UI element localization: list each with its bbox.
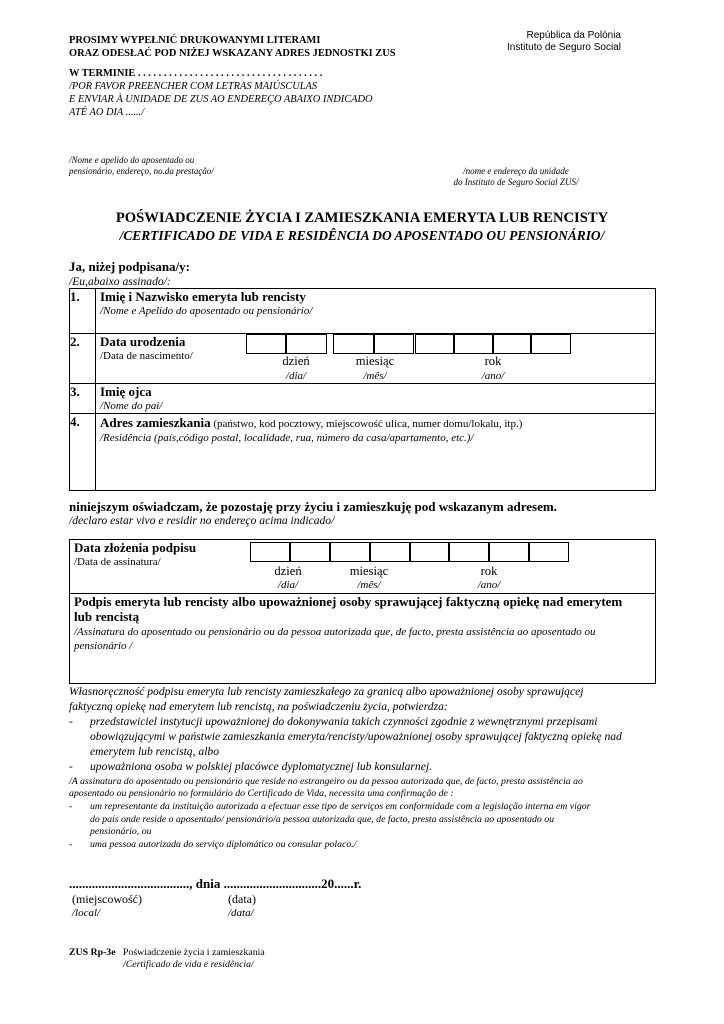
birth-day-digit-1[interactable] — [246, 334, 286, 354]
sign-day-digit-2[interactable] — [290, 542, 330, 562]
declaration-text: niniejszym oświadczam, że pozostaję przy życiu i zamieszkuję pod wskazanym adresem. — [69, 499, 557, 514]
row-number: 3. — [70, 384, 96, 414]
row-subtitle: /Nome e Apelido do aposentado ou pensionário/ — [99, 305, 313, 317]
note-pt-intro-2: aposentado ou pensionário no formulário do Certificado de Vida, necessita uma confirmação de : — [69, 788, 454, 799]
republic-label — [507, 30, 621, 54]
note-pl-b1-1: przedstawiciel instytucji upoważnionej do dokonywania takich czynności zgodnie z wewnętrznymi przepisami — [90, 715, 598, 728]
month-label-pt: /mês/ — [363, 370, 387, 382]
sender-address-label — [69, 155, 214, 177]
note-pt-intro-1: /A assinatura do aposentado ou pensionário que reside no estrangeiro ou da pessoa autorizada que, de facto, presta assistência ao — [69, 776, 583, 787]
document-title: POŚWIADCZENIE ŻYCIA I ZAMIESZKANIA EMERYTA LUB RENCISTY — [115, 210, 609, 226]
row-father-name[interactable] — [70, 384, 656, 414]
note-pt-dash-2: - — [69, 839, 73, 850]
year-label: rok — [484, 354, 502, 368]
note-pt-b1-1: um representante da instituição autorizada a efectuar esse tipo de serviços em conformidade com a legislação interna em vigor — [90, 801, 591, 812]
zus-unit-address-label — [446, 166, 586, 188]
sign-year-digit-4[interactable] — [529, 542, 569, 562]
declaration-text-pt: /declaro estar vivo e residir no endereço acima indicado/ — [69, 514, 335, 527]
sign-year-digit-1[interactable] — [410, 542, 449, 562]
footer-line-1: Poświadczenie życia i zamieszkania — [123, 947, 265, 958]
intro-label: Ja, niżej podpisana/y: — [69, 259, 190, 274]
intro-label-pt: /Eu,abaixo assinado/: — [69, 275, 171, 288]
header-line-1: PROSIMY WYPEŁNIĆ DRUKOWANYMI LITERAMI — [69, 35, 321, 46]
birth-day-digit-2[interactable] — [286, 334, 327, 354]
note-pt-b2: uma pessoa autorizada do serviço diplomático ou consular polaco./ — [90, 839, 357, 850]
sign-day-label-pt: /dia/ — [277, 579, 299, 591]
row-title: Data urodzenia — [99, 334, 186, 349]
zus-label-line-1: /nome e endereço da unidade — [463, 166, 569, 176]
republic-line-2: Instituto de Seguro Social — [507, 42, 621, 53]
place-label: (miejscowość) — [72, 892, 142, 906]
signature-title-2: lub rencistą — [74, 609, 140, 624]
note-pl-b1-2: obowiązującymi w państwie zamieszkania emeryta/rencisty/upoważnionej osoby sprawującej faktyczną opiekę nad — [90, 730, 622, 743]
zus-label-line-2: do Instituto de Seguro Social ZUS/ — [453, 177, 579, 187]
sign-year-digit-3[interactable] — [489, 542, 529, 562]
sign-day-label: dzień — [274, 564, 302, 578]
birth-year-digit-1[interactable] — [415, 334, 454, 354]
place-date-line[interactable]: ....................................., dnia ..............................20......r. — [69, 876, 362, 891]
note-pt-dash-1: - — [69, 801, 73, 812]
header-line-2: ORAZ ODESŁAĆ POD NIŻEJ WSKAZANY ADRES JEDNOSTKI ZUS — [69, 48, 396, 59]
signature-date-subtitle: /Data de assinatura/ — [74, 556, 161, 568]
row-title-extra: (państwo, kod pocztowy, miejscowość ulica, numer domu/lokalu, itp.) — [210, 418, 523, 430]
footer-line-2: /Certificado de vida e residência/ — [123, 959, 254, 970]
birth-month-digit-2[interactable] — [374, 334, 414, 354]
signature-title-1: Podpis emeryta lub rencisty albo upoważnionej osoby sprawującej faktyczną opiekę nad emerytem — [74, 594, 623, 609]
date-label-pt: /data/ — [228, 907, 254, 919]
sign-month-label: miesiąc — [349, 564, 389, 578]
day-label: dzień — [282, 354, 310, 368]
sign-month-digit-1[interactable] — [330, 542, 370, 562]
sign-year-label-pt: /ano/ — [477, 579, 501, 591]
row-number: 4. — [70, 414, 96, 491]
header-line-5: E ENVIAR À UNIDADE DE ZUS AO ENDEREÇO ABAIXO INDICADO — [69, 94, 373, 105]
signature-field[interactable] — [70, 594, 656, 684]
signature-date-title: Data złożenia podpisu — [74, 540, 197, 555]
row-title: Imię i Nazwisko emeryta lub rencisty — [99, 289, 306, 304]
row-number: 2. — [70, 334, 96, 384]
header-line-4: /POR FAVOR PREENCHER COM LETRAS MAIÚSCULAS — [69, 81, 318, 92]
note-pl-dash-1: - — [69, 715, 73, 728]
date-label: (data) — [228, 892, 256, 906]
note-pl-intro-2: faktyczną opiekę nad emerytem lub rencistą, na poświadczeniu życia, potwierdza: — [69, 700, 448, 713]
sign-year-digit-2[interactable] — [449, 542, 489, 562]
row-number: 1. — [70, 289, 96, 334]
day-label-pt: /dia/ — [285, 370, 307, 382]
birth-month-digit-1[interactable] — [333, 334, 374, 354]
sign-day-digit-1[interactable] — [250, 542, 290, 562]
full-name-field[interactable] — [95, 289, 655, 334]
note-pl-b1-3: emerytem lub rencistą, albo — [90, 745, 220, 758]
row-title: Imię ojca — [99, 384, 152, 399]
form-code: ZUS Rp-3e — [69, 947, 116, 958]
father-name-field[interactable] — [95, 384, 655, 414]
row-subtitle: /Data de nascimento/ — [99, 350, 193, 362]
row-title: Adres zamieszkania — [99, 415, 211, 430]
sign-month-digit-2[interactable] — [370, 542, 410, 562]
place-label-pt: /local/ — [72, 907, 101, 919]
note-pl-dash-2: - — [69, 760, 73, 773]
sign-month-label-pt: /mês/ — [357, 579, 381, 591]
note-pt-b1-3: pensionário, ou — [90, 826, 152, 837]
sender-label-line-1: /Nome e apelido do aposentado ou — [69, 155, 195, 165]
sign-year-label: rok — [480, 564, 498, 578]
note-pl-intro-1: Własnoręczność podpisu emeryta lub rencisty zamieszkałego za granicą albo upoważnionej osoby sprawującej — [69, 685, 584, 698]
personal-data-table — [69, 288, 656, 491]
signature-subtitle-1: /Assinatura do aposentado ou pensionário ou da pessoa autorizada que, de facto, presta assistência ao aposentado ou — [74, 626, 596, 638]
address-field[interactable] — [95, 414, 655, 491]
month-label: miesiąc — [355, 354, 395, 368]
year-label-pt: /ano/ — [481, 370, 505, 382]
republic-line-1: República da Polónia — [526, 30, 621, 41]
birth-year-digit-2[interactable] — [454, 334, 493, 354]
row-subtitle: /Nome do pai/ — [99, 400, 163, 412]
birth-year-digit-4[interactable] — [531, 334, 571, 354]
header-line-6: ATÉ AO DIA ....../ — [69, 107, 145, 118]
row-address[interactable] — [70, 414, 656, 491]
document-subtitle: /CERTIFICADO DE VIDA E RESIDÊNCIA DO APOSENTADO OU PENSIONÁRIO/ — [119, 228, 605, 243]
note-pt-b1-2: do país onde reside o aposentado/ pensionário/a pessoa autorizada que, de facto, presta assistência ao aposentado ou — [90, 814, 555, 825]
row-subtitle: /Residência (país,código postal, localidade, rua, número da casa/apartamento, etc.)/ — [99, 432, 474, 444]
row-signature[interactable] — [70, 594, 656, 684]
note-pl-b2: upoważniona osoba w polskiej placówce dyplomatycznej lub konsularnej. — [90, 760, 432, 773]
sender-label-line-2: pensionário, endereço, no.da prestação/ — [69, 166, 214, 176]
signature-subtitle-2: pensionário / — [74, 640, 133, 652]
row-full-name[interactable] — [70, 289, 656, 334]
header-deadline: W TERMINIE . . . . . . . . . . . . . . . . . . . . . . . . . . . . . . . . . . . . — [69, 68, 323, 79]
birth-year-digit-3[interactable] — [493, 334, 531, 354]
